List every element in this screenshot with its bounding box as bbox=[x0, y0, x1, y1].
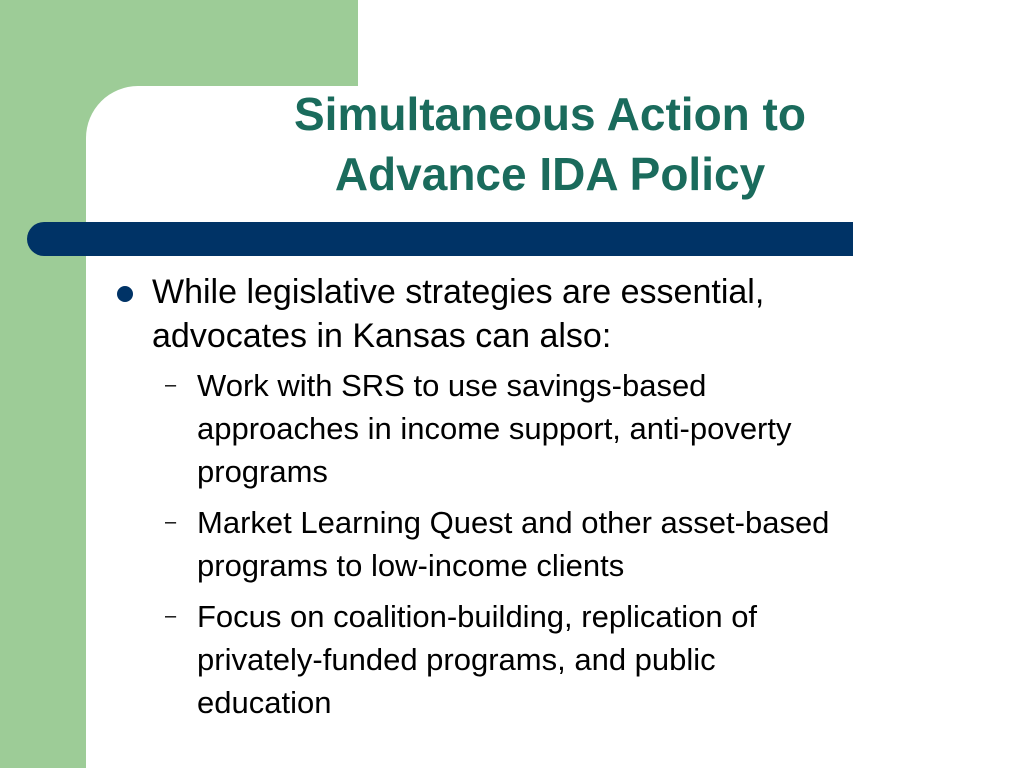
sub-bullet-line: Focus on coalition-building, replication of bbox=[197, 599, 758, 634]
dash-marker-icon: – bbox=[165, 374, 177, 396]
title-line-2: Advance IDA Policy bbox=[334, 148, 766, 200]
sub-bullet-line: education bbox=[197, 685, 332, 720]
sub-bullet-line: programs bbox=[197, 454, 328, 489]
sub-bullet-item bbox=[110, 595, 1020, 724]
title-divider-bar bbox=[27, 222, 853, 256]
slide-body bbox=[110, 270, 1020, 732]
bullet-text-line-1: While legislative strategies are essential, bbox=[152, 273, 765, 311]
title-line-1: Simultaneous Action to bbox=[294, 88, 806, 140]
sub-bullet-line: Market Learning Quest and other asset-based bbox=[197, 505, 830, 540]
slide-title bbox=[200, 84, 900, 204]
sub-bullet-line: privately-funded programs, and public bbox=[197, 642, 716, 677]
sub-bullet-line: Work with SRS to use savings-based bbox=[197, 368, 707, 403]
bullet-item bbox=[110, 270, 1020, 358]
dash-marker-icon: – bbox=[165, 511, 177, 533]
sub-bullet-item bbox=[110, 364, 1020, 493]
dash-marker-icon: – bbox=[165, 605, 177, 627]
sub-bullet-line: approaches in income support, anti-poverty bbox=[197, 411, 792, 446]
sub-bullet-item bbox=[110, 501, 1020, 587]
bullet-dot-icon bbox=[117, 286, 133, 302]
bullet-text-line-2: advocates in Kansas can also: bbox=[152, 317, 612, 355]
sub-bullet-list bbox=[110, 364, 1020, 724]
sub-bullet-line: programs to low-income clients bbox=[197, 548, 625, 583]
